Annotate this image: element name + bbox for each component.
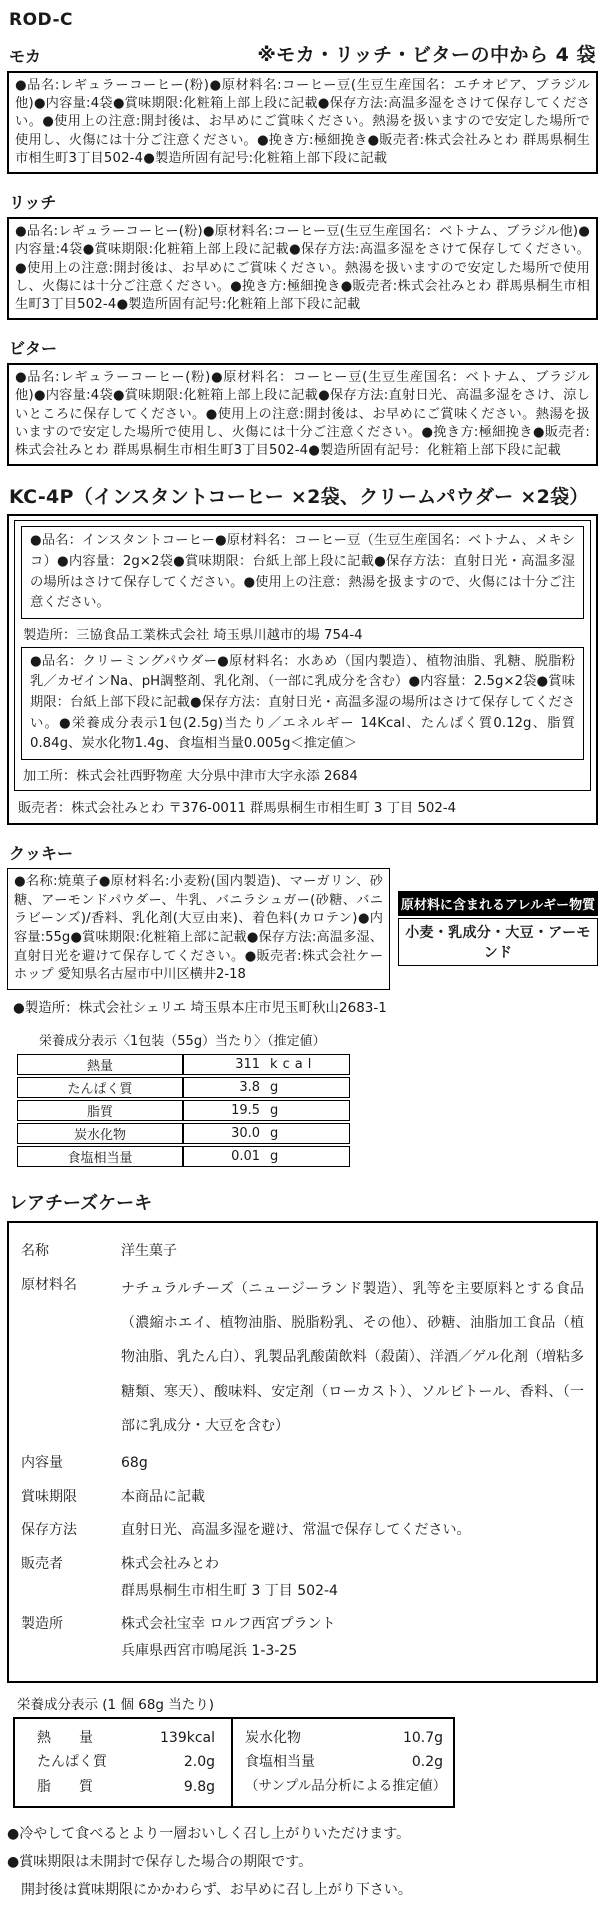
spec-label: 製造所	[21, 1616, 63, 1633]
kc4p-middle-box	[14, 520, 591, 790]
nutrition-unit: kcal	[270, 1057, 317, 1073]
spec-value	[121, 1611, 584, 1664]
nutrition-value-cell	[183, 1123, 350, 1144]
table-row	[17, 1123, 350, 1144]
mocha-header	[9, 40, 596, 67]
nutrition-value-cell	[183, 1077, 350, 1098]
kc4p-heading: KC-4P（インスタントコーヒー ×2袋、クリームパウダー ×2袋）	[9, 486, 589, 509]
spec-value: 68g	[121, 1455, 148, 1472]
table-row	[21, 1450, 584, 1477]
cookie-info-box: ●名称:焼菓子●原材料名:小麦粉(国内製造)、マーガリン、砂糖、アーモンドパウダー、牛乳、バニラシュガー(砂糖、バニラビーンズ)/香料、乳化剤(大豆由来)、着色料(カロテン)●内容量:55g●賞味期限:化粧箱上部に記載●保存方法:高温多湿、直射日光を避けて保存してください。●販売者:株式会社ケーホップ 愛知県名古屋市中川区横井2-18	[7, 868, 390, 990]
kc4p-processor-line: 加工所：株式会社西野物産 大分県中津市大字永添 2684	[23, 768, 358, 784]
cookie-heading: クッキー	[9, 843, 74, 863]
nutrition-right-column	[231, 1719, 453, 1805]
spec-label: 保存方法	[21, 1522, 77, 1539]
spec-value: 直射日光、高温多湿を避け、常温で保存してください。	[121, 1522, 471, 1539]
spec-label: 賞味期限	[21, 1488, 77, 1505]
table-row	[21, 1272, 584, 1443]
allergy-badge	[398, 891, 598, 966]
table-row	[37, 1775, 215, 1799]
footer-note-after-opening: 開封後は賞味期限にかかわらず、お早めに召し上がり下さい。	[21, 1881, 412, 1898]
nutrition-value: 311	[235, 1057, 261, 1073]
table-row	[21, 1551, 584, 1604]
nutrition-label: 炭水化物	[17, 1123, 183, 1144]
table-row	[37, 1726, 215, 1750]
spec-value: 本商品に記載	[121, 1488, 205, 1505]
table-row	[21, 1238, 584, 1265]
nutrition-unit: g	[270, 1080, 279, 1096]
nutrition-value-cell	[183, 1146, 350, 1167]
footer-notes	[7, 1820, 598, 1904]
rich-info-box: ●品名:レギュラーコーヒー(粉)●原材料名:コーヒー豆(生豆生産国名：ベトナム、ブラジル他)●内容量:4袋●賞味期限:化粧箱上部上段に記載●保存方法:高温多湿をさけて保存してください。●使用上の注意:開封後は、お早めにご賞味ください。熱湯を扱いますので安定した場所で使用し、火傷には十分ご注意ください。●挽き方:極細挽き●販売者:株式会社みとわ 群馬県桐生市相生町3丁目502-4●製造所固有記号:化粧箱上部下段に記載	[7, 217, 598, 320]
table-row	[17, 1100, 350, 1121]
footer-note-chill: ●冷やして食べるとより一層おいしく召し上がりいただけます。	[7, 1825, 411, 1842]
cookie-nutrition-table	[17, 1052, 350, 1169]
seller-name: 株式会社みとわ	[121, 1556, 219, 1573]
nutrition-estimate-note: （サンプル品分析による推定値）	[245, 1777, 447, 1794]
maker-name: 株式会社宝幸 ロルフ西宮プラント	[121, 1616, 336, 1633]
nutrition-label: 脂質	[17, 1100, 183, 1121]
nutrition-left-column	[15, 1719, 231, 1805]
nutrition-label: 熱量	[17, 1054, 183, 1075]
table-row	[37, 1750, 215, 1774]
nutrition-label: 食塩相当量	[245, 1754, 315, 1771]
cheesecake-nutrition-table	[13, 1717, 455, 1807]
cookie-row	[7, 868, 598, 990]
nutrition-value: 19.5	[231, 1103, 261, 1119]
kc4p-cream-powder-box: ●品名：クリーミングパウダー●原材料名：水あめ（国内製造）、植物油脂、乳糖、脱脂粉乳／カゼインNa、pH調整剤、乳化剤、（一部に乳成分を含む）●内容量：2.5g×2袋●賞味期限：台紙上部下段に記載●保存方法：直射日光・高温多湿の場所はさけて保存してください。●栄養成分表示1包(2.5g)当たり／エネルギー 14Kcal、たんぱく質0.12g、脂質0.84g、炭水化物1.4g、食塩相当量0.005g＜推定値＞	[21, 647, 584, 760]
spec-value	[121, 1551, 584, 1604]
nutrition-label: 脂 質	[37, 1778, 93, 1795]
nutrition-label: 炭水化物	[245, 1730, 301, 1747]
table-row	[17, 1054, 350, 1075]
allergy-badge-title: 原材料に含まれるアレルギー物質	[398, 891, 598, 916]
spec-value: ナチュラルチーズ（ニュージーランド製造）、乳等を主要原料とする食品（濃縮ホエイ、植物油脂、脱脂粉乳、その他）、砂糖、油脂加工食品（植物油脂、乳たん白）、乳製品乳酸菌飲料（殺菌）、洋酒／ゲル化剤（増粘多糖類、寒天）、酸味料、安定剤（ローカスト）、ソルビトール、香料、（一部に乳成分・大豆を含む）	[121, 1280, 584, 1434]
spec-value: 洋生菓子	[121, 1243, 177, 1260]
nutrition-unit: g	[270, 1149, 279, 1165]
table-row	[21, 1611, 584, 1664]
allergy-badge-items: 小麦・乳成分・大豆・アーモンド	[398, 918, 598, 966]
table-row	[17, 1146, 350, 1167]
mocha-selection-note: ※モカ・リッチ・ビターの中から 4 袋	[257, 44, 596, 66]
nutrition-value-cell	[183, 1054, 350, 1075]
bitter-heading: ビター	[9, 339, 58, 359]
cookie-nutrition-title: 栄養成分表示〈1包装（55g）当たり〉（推定値）	[39, 1034, 326, 1050]
cheesecake-heading: レアチーズケーキ	[9, 1193, 153, 1215]
bitter-info-box: ●品名:レギュラーコーヒー(粉)●原材料名：コーヒー豆(生豆生産国名：ベトナム、ブラジル他)●内容量:4袋●賞味期限:化粧箱上部上段に記載●保存方法:直射日光、高温多湿をさけ、涼しいところに保存してください。●使用上の注意:開封後は、お早めにご賞味ください。熱湯を扱いますので安定した場所で使用し、火傷には十分ご注意ください。●挽き方:極細挽き●販売者:株式会社みとわ 群馬県桐生市相生町3丁目502-4●製造所固有記号：化粧箱上部下段に記載	[7, 363, 598, 466]
table-row	[21, 1517, 584, 1544]
table-row	[17, 1077, 350, 1098]
kc4p-outer-box	[7, 514, 598, 824]
footer-note-expiry: ●賞味期限は未開封で保存した場合の期限です。	[7, 1853, 313, 1870]
nutrition-value: 10.7g	[402, 1730, 443, 1747]
nutrition-label: 熱 量	[37, 1730, 93, 1747]
spec-label: 名称	[21, 1243, 49, 1260]
nutrition-value: 9.8g	[183, 1778, 215, 1795]
spec-label: 販売者	[21, 1556, 63, 1573]
page-title: ROD-C	[9, 10, 74, 30]
mocha-heading: モカ	[9, 47, 42, 66]
seller-address: 群馬県桐生市相生町 3 丁目 502-4	[121, 1582, 338, 1599]
cheesecake-spec-table	[7, 1221, 598, 1683]
nutrition-value: 0.2g	[411, 1754, 443, 1771]
kc4p-instant-coffee-box: ●品名：インスタントコーヒー●原材料名：コーヒー豆（生豆生産国名：ベトナム、メキシコ）●内容量：2g×2袋●賞味期限：台紙上部上段に記載●保存方法：直射日光・高温多湿の場所はさけて保存してください。●使用上の注意：熱湯を扱ますので、火傷には十分ご注意ください。	[21, 526, 584, 618]
nutrition-value: 3.8	[239, 1080, 261, 1096]
nutrition-unit: g	[270, 1126, 279, 1142]
nutrition-label: 食塩相当量	[17, 1146, 183, 1167]
kc4p-maker-line: 製造所：三協食品工業株式会社 埼玉県川越市的場 754-4	[23, 627, 363, 643]
maker-address: 兵庫県西宮市鳴尾浜 1-3-25	[121, 1642, 298, 1659]
cookie-maker-line: ●製造所：株式会社シェリエ 埼玉県本庄市児玉町秋山2683-1	[13, 1000, 387, 1017]
nutrition-value: 139kcal	[160, 1730, 215, 1747]
table-row	[245, 1750, 443, 1774]
nutrition-label: たんぱく質	[17, 1077, 183, 1098]
table-row	[245, 1726, 443, 1750]
spec-label: 原材料名	[21, 1276, 77, 1293]
nutrition-unit: g	[270, 1103, 279, 1119]
nutrition-value: 2.0g	[183, 1754, 215, 1771]
spec-label: 内容量	[21, 1455, 63, 1472]
nutrition-value-cell	[183, 1100, 350, 1121]
nutrition-label: たんぱく質	[37, 1754, 107, 1771]
table-row	[21, 1484, 584, 1511]
mocha-info-box: ●品名:レギュラーコーヒー(粉)●原材料名:コーヒー豆(生豆生産国名：エチオピア、ブラジル他)●内容量:4袋●賞味期限:化粧箱上部上段に記載●保存方法:高温多湿をさけて保存してください。●使用上の注意:開封後は、お早めにご賞味ください。熱湯を扱いますので安定した場所で使用し、火傷には十分ご注意ください。●挽き方:極細挽き●販売者:株式会社みとわ 群馬県桐生市相生町3丁目502-4●製造所固有記号:化粧箱上部下段に記載	[7, 71, 598, 174]
rich-heading: リッチ	[9, 193, 57, 213]
nutrition-value: 0.01	[231, 1149, 261, 1165]
kc4p-seller-line: 販売者：株式会社みとわ 〒376-0011 群馬県桐生市相生町 3 丁目 502-4	[18, 800, 457, 816]
cheesecake-nutrition-title: 栄養成分表示 (1 個 68g 当たり)	[17, 1697, 215, 1714]
nutrition-value: 30.0	[231, 1126, 261, 1142]
